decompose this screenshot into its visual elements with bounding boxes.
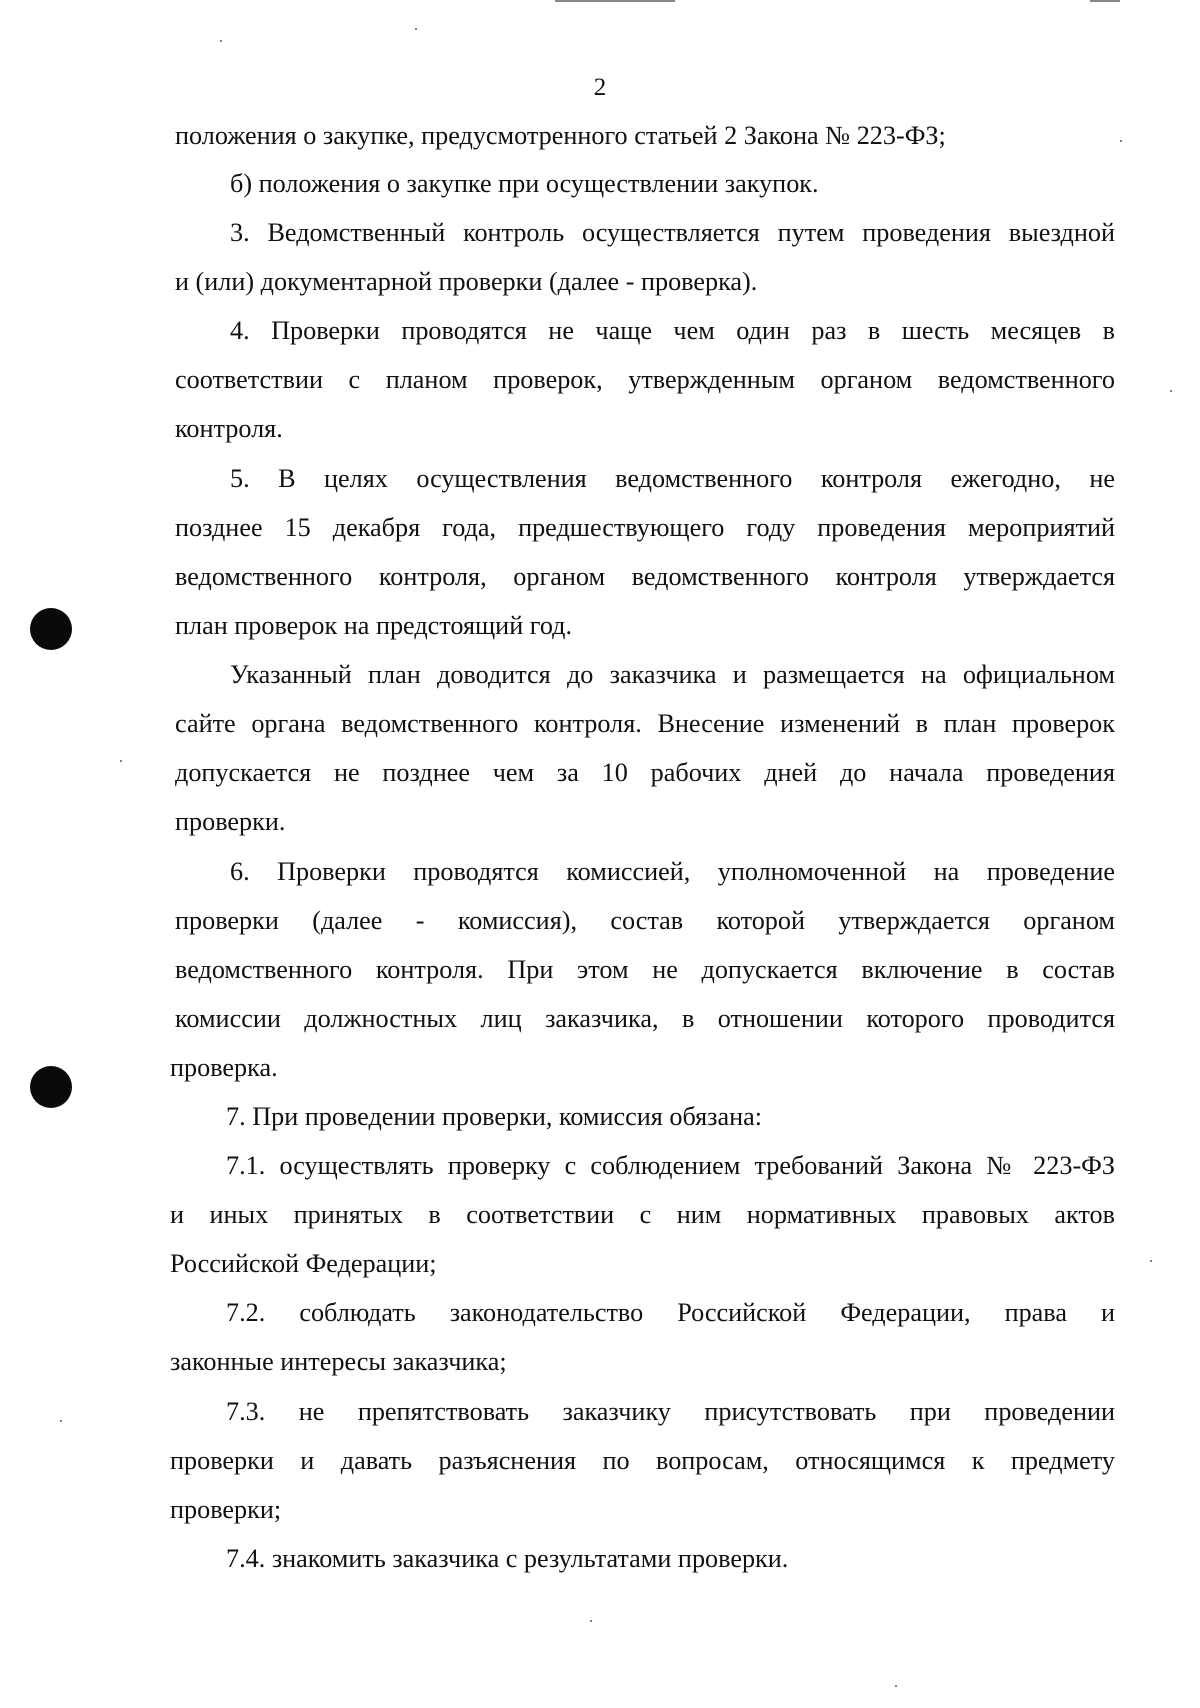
text-line: ведомственного контроля. При этом не допускается включение в состав <box>175 955 1115 984</box>
scan-speck <box>415 28 417 30</box>
text-line: 7.1. осуществлять проверку с соблюдением требований Закона № 223-ФЗ <box>226 1151 1115 1180</box>
scan-speck <box>895 1685 897 1687</box>
text-line: и (или) документарной проверки (далее - проверка). <box>175 267 758 296</box>
text-line: 4. Проверки проводятся не чаще чем один раз в шесть месяцев в <box>230 316 1115 345</box>
text-line: сайте органа ведомственного контроля. Внесение изменений в план проверок <box>175 709 1115 738</box>
text-line: проверка. <box>170 1053 278 1082</box>
text-line: допускается не позднее чем за 10 рабочих дней до начала проведения <box>175 758 1115 787</box>
page-number: 2 <box>593 74 607 101</box>
text-line: б) положения о закупке при осуществлении закупок. <box>230 169 819 198</box>
text-line: 6. Проверки проводятся комиссией, уполномоченной на проведение <box>230 857 1115 886</box>
text-line: 7.4. знакомить заказчика с результатами проверки. <box>226 1544 789 1573</box>
scan-edge-mark <box>555 0 675 2</box>
text-line: проверки (далее - комиссия), состав которой утверждается органом <box>175 906 1115 935</box>
text-line: 5. В целях осуществления ведомственного контроля ежегодно, не <box>230 464 1115 493</box>
scan-edge-mark <box>1090 0 1120 2</box>
scan-speck <box>1170 390 1172 392</box>
text-line: Российской Федерации; <box>170 1249 437 1278</box>
text-line: законные интересы заказчика; <box>170 1347 507 1376</box>
punch-hole <box>30 1066 72 1108</box>
text-line: позднее 15 декабря года, предшествующего году проведения мероприятий <box>175 513 1115 542</box>
text-line: 7.2. соблюдать законодательство Российской Федерации, права и <box>226 1298 1115 1327</box>
text-line: план проверок на предстоящий год. <box>175 611 573 640</box>
text-line: положения о закупке, предусмотренного статьей 2 Закона № 223-ФЗ; <box>175 121 946 150</box>
text-line: проверки; <box>170 1495 282 1524</box>
scan-speck <box>590 1620 592 1622</box>
text-line: ведомственного контроля, органом ведомственного контроля утверждается <box>175 562 1115 591</box>
punch-hole <box>30 608 72 650</box>
scan-speck <box>1150 1260 1152 1262</box>
text-line: 3. Ведомственный контроль осуществляется путем проведения выездной <box>230 218 1115 247</box>
text-line: 7.3. не препятствовать заказчику присутствовать при проведении <box>226 1397 1115 1426</box>
text-line: комиссии должностных лиц заказчика, в отношении которого проводится <box>175 1004 1115 1033</box>
scan-speck <box>1120 140 1122 142</box>
text-line: и иных принятых в соответствии с ним нормативных правовых актов <box>170 1200 1115 1229</box>
text-line: Указанный план доводится до заказчика и размещается на официальном <box>230 660 1115 689</box>
text-line: соответствии с планом проверок, утвержденным органом ведомственного <box>175 365 1115 394</box>
text-line: проверки и давать разъяснения по вопросам, относящимся к предмету <box>170 1446 1115 1475</box>
scan-speck <box>60 1420 62 1422</box>
scan-speck <box>220 40 222 42</box>
text-line: проверки. <box>175 807 286 836</box>
text-line: контроля. <box>175 414 283 443</box>
text-line: 7. При проведении проверки, комиссия обязана: <box>226 1102 763 1131</box>
scan-speck <box>120 760 122 762</box>
